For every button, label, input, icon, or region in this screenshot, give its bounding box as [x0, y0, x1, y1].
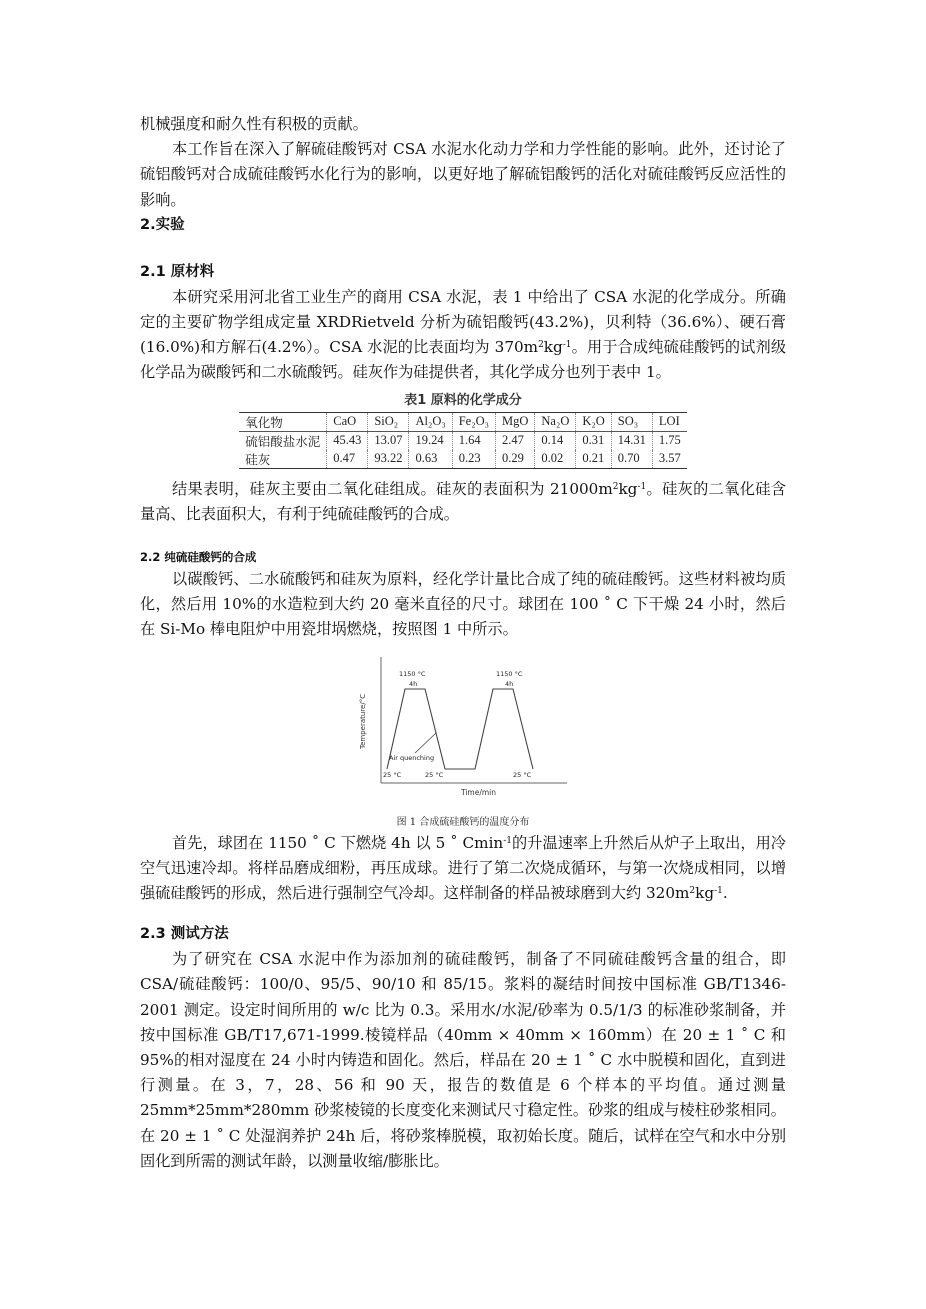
section-heading-raw-materials: 2.1 原材料: [140, 263, 215, 280]
table-cell: 0.21: [576, 450, 611, 469]
figure-caption: 图 1 合成硫硅酸钙的温度分布: [396, 816, 530, 828]
peak2-time-label: 4h: [505, 679, 514, 688]
table-cell: 0.02: [535, 450, 576, 469]
table-cell: 2.47: [495, 431, 534, 450]
table-row: [239, 450, 687, 469]
table-header-cell: Al₂O₃: [409, 412, 452, 431]
end-temp-label: 25 °C: [513, 770, 532, 779]
table-cell: 0.70: [611, 450, 652, 469]
annotation-pointer: [415, 733, 436, 753]
table-cell: 13.07: [368, 431, 409, 450]
table-cell: 1.75: [652, 431, 686, 450]
temperature-profile-plot: [353, 649, 573, 809]
paragraph-synthesis: 以碳酸钙、二水硫酸钙和硅灰为原料，经化学计量比合成了纯的硫硅酸钙。这些材料被均质化，然后用 10%的水造粒到大约 20 毫米直径的尺寸。球团在 100 ˚ C 下干燥 24 小时，然后在 Si-Mo 棒电阻炉中用瓷坩埚燃烧，按照图 1 中所示。: [140, 570, 786, 639]
y-axis-label: Temperature/°C: [359, 693, 367, 749]
x-axis-label: Time/min: [461, 787, 497, 797]
table-header-cell: LOI: [652, 412, 686, 431]
document-page: [140, 112, 786, 1174]
table-header-cell: Fe₂O₃: [452, 412, 495, 431]
section-heading-synthesis: 2.2 纯硫硅酸钙的合成: [140, 550, 257, 565]
table-cell: 1.64: [452, 431, 495, 450]
table-header-cell: SO₃: [611, 412, 652, 431]
table-cell: 0.29: [495, 450, 534, 469]
table-cell: 93.22: [368, 450, 409, 469]
table-cell: 0.31: [576, 431, 611, 450]
table-caption: 表1 原料的化学成分: [404, 392, 522, 408]
paragraph-firing-process: 首先，球团在 1150 ˚ C 下燃烧 4h 以 5 ˚ Cmin$^{-1}$的升温速率上升然后从炉子上取出，用冷空气迅速冷却。将样品磨成细粉，再压成球。进行了第二次烧成循环，与第一次烧成相同，以增强硫硅酸钙的形成，然后进行强制空气冷却。这样制备的样品被球磨到大约 $320m^2kg^{-1}$.: [140, 833, 786, 903]
annotation-air-quenching: Air quenching: [389, 753, 435, 762]
table-header-row: [239, 412, 687, 431]
table-header-cell: Na₂O: [535, 412, 576, 431]
paragraph-silica-fume-result: 结果表明，硅灰主要由二氧化硅组成。硅灰的表面积为 $21000m^2kg^{-1}$。硅灰的二氧化硅含量高、比表面积大，有利于纯硫硅酸钙的合成。: [140, 479, 787, 523]
table-cell: 45.43: [327, 431, 368, 450]
paragraph-test-methods: 为了研究在 CSA 水泥中作为添加剂的硫硅酸钙，制备了不同硫硅酸钙含量的组合，即 CSA/硫硅酸钙：100/0、95/5、90/10 和 85/15。浆料的凝结时间按中国标准 GB/T1346-2001 测定。设定时间所用的 w/c 比为 0.3。采用水/水泥/砂率为 0.5/1/3 的标准砂浆制备，并按中国标准 GB/T17,671-1999.棱镜样品（40mm × 40mm × 160mm）在 20 ± 1 ˚ C 和 95%的相对湿度在 24 小时内铸造和固化。然后，样品在 20 ± 1 ˚ C 水中脱模和固化，直到进行测量。在 3，7，28、56 和 90 天，报告的数值是 6 个样本的平均值。通过测量 25mm*25mm*280mm 砂浆棱镜的长度变化来测试尺寸稳定性。砂浆的组成与棱柱砂浆相同。在 20 ± 1 ˚ C 处湿润养护 24h 后，将砂浆棒脱模，取初始长度。随后，试样在空气和水中分别固化到所需的测试年龄，以测量收缩/膨胀比。: [140, 950, 786, 1170]
mid-temp-label: 25 °C: [425, 770, 444, 779]
paragraph-aim: 本工作旨在深入了解硫硅酸钙对 CSA 水泥水化动力学和力学性能的影响。此外，还讨论了硫铝酸钙对合成硫硅酸钙水化行为的影响，以更好地了解硫铝酸钙的活化对硫硅酸钙反应活性的影响。: [140, 140, 786, 209]
table-cell: 硅灰: [245, 452, 271, 467]
table-cell: 3.57: [652, 450, 686, 469]
section-heading-experiment: 2.实验: [140, 216, 185, 233]
table-header-cell: CaO: [327, 412, 368, 431]
table-header-cell: MgO: [495, 412, 534, 431]
section-heading-test-methods: 2.3 测试方法: [140, 926, 229, 943]
table-header-cell: K₂O: [576, 412, 611, 431]
table-cell: 14.31: [611, 431, 652, 450]
paragraph-intro-end: 机械强度和耐久性有积极的贡献。: [140, 115, 368, 133]
peak1-temp-label: 1150 °C: [399, 669, 426, 678]
table-cell: 0.23: [452, 450, 495, 469]
peak1-time-label: 4h: [409, 679, 418, 688]
table-cell: 0.63: [409, 450, 452, 469]
figure-temperature-profile: [140, 649, 786, 831]
start-temp-label: 25 °C: [383, 770, 402, 779]
table-cell: 0.14: [535, 431, 576, 450]
table-cell: 0.47: [327, 450, 368, 469]
table-cell: 硫铝酸盐水泥: [245, 434, 321, 449]
table-cell: 19.24: [409, 431, 452, 450]
chemical-table: [239, 412, 687, 469]
table-header-cell: SiO₂: [368, 412, 409, 431]
table-row: [239, 431, 687, 450]
table-header-cell: 氧化物: [245, 415, 283, 430]
table-chemical-composition: [140, 392, 786, 469]
peak2-temp-label: 1150 °C: [496, 669, 523, 678]
paragraph-raw-materials: 本研究采用河北省工业生产的商用 CSA 水泥，表 1 中给出了 CSA 水泥的化学成分。所确定的主要矿物学组成定量 XRDRietveld 分析为硫铝酸钙(43.2%)，贝利特（36.6%）、硬石膏(16.0%)和方解石(4.2%）。CSA 水泥的比表面均为 $370m^2kg^{-1}$。用于合成纯硫硅酸钙的试剂级化学品为碳酸钙和二水硫酸钙。硅灰作为硅提供者，其化学成分也列于表中 1。: [140, 287, 786, 382]
